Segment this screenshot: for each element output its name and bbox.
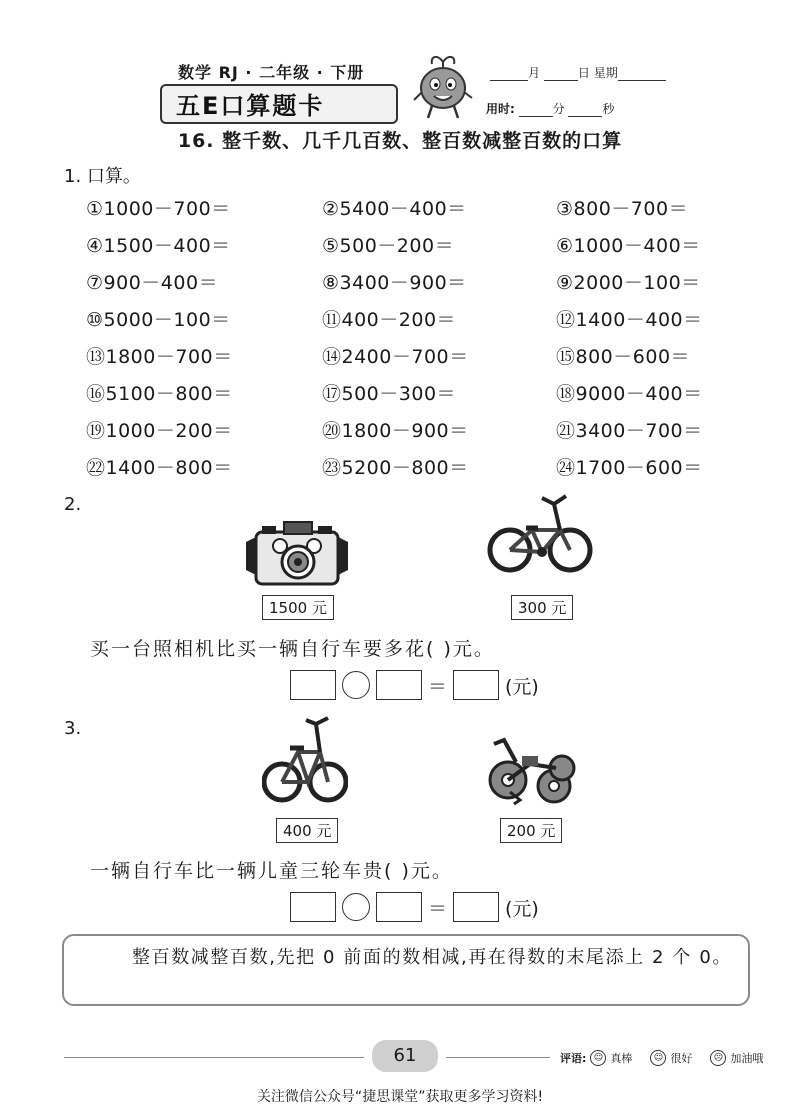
unit-label: (元) xyxy=(505,675,539,698)
camera-price-tag: 1500 元 xyxy=(262,595,334,620)
answer-box[interactable] xyxy=(376,670,422,700)
q3-question: 一辆自行车比一辆儿童三轮车贵( )元。 xyxy=(90,860,453,882)
rating-good: 很好 xyxy=(670,1052,693,1065)
minute-label: 分 xyxy=(552,102,565,116)
rating-row xyxy=(560,1050,763,1066)
camera-icon xyxy=(244,516,350,588)
q2-equation xyxy=(290,670,539,700)
drill-problem: ⑨2000－100＝ xyxy=(556,272,701,294)
brand-title: 五E口算题卡 xyxy=(176,92,325,120)
answer-box[interactable] xyxy=(290,670,336,700)
rating-label: 评语: xyxy=(560,1052,587,1065)
tricycle-price-tag: 200 元 xyxy=(500,818,562,843)
drill-problem: ⑮800－600＝ xyxy=(556,346,691,368)
drill-problem: ⑭2400－700＝ xyxy=(322,346,469,368)
drill-problem: ⑳1800－900＝ xyxy=(322,420,469,442)
footer-rule-left xyxy=(64,1057,364,1058)
drill-problem: ㉑3400－700＝ xyxy=(556,420,703,442)
rating-cheer: 加油哦 xyxy=(730,1052,764,1065)
drill-problem: ⑯5100－800＝ xyxy=(86,383,233,405)
minute-blank xyxy=(519,104,553,117)
q2-question: 买一台照相机比买一辆自行车要多花( )元。 xyxy=(90,638,495,660)
drill-problem: ②5400－400＝ xyxy=(322,198,467,220)
operator-circle[interactable] xyxy=(342,671,370,699)
series-label: 数学 RJ · 二年级 · 下册 xyxy=(178,63,365,82)
drill-problem: ④1500－400＝ xyxy=(86,235,231,257)
day-label: 日 xyxy=(577,66,590,80)
drill-problem: ⑬1800－700＝ xyxy=(86,346,233,368)
answer-box[interactable] xyxy=(453,892,499,922)
bicycle-price-tag: 400 元 xyxy=(276,818,338,843)
drill-problem: ㉓5200－800＝ xyxy=(322,457,469,479)
q3-equation xyxy=(290,892,539,922)
drill-problem: ⑪400－200＝ xyxy=(322,309,457,331)
bicycle-icon xyxy=(486,490,594,580)
good-face-icon: ☺ xyxy=(650,1050,666,1066)
second-blank xyxy=(568,104,602,117)
answer-box[interactable] xyxy=(290,892,336,922)
q1-heading: 1. 口算。 xyxy=(64,166,141,187)
drill-problem: ①1000－700＝ xyxy=(86,198,231,220)
date-field xyxy=(490,64,666,81)
drill-problem: ⑫1400－400＝ xyxy=(556,309,703,331)
drill-problem: ⑤500－200＝ xyxy=(322,235,455,257)
second-label: 秒 xyxy=(602,102,615,116)
drill-problem: ㉔1700－600＝ xyxy=(556,457,703,479)
rating-great: 真棒 xyxy=(610,1052,633,1065)
q2-heading: 2. xyxy=(64,494,82,515)
drill-problem: ⑧3400－900＝ xyxy=(322,272,467,294)
drill-problem: ⑲1000－200＝ xyxy=(86,420,233,442)
answer-box[interactable] xyxy=(453,670,499,700)
mascot-icon xyxy=(410,52,476,124)
footer-rule-right xyxy=(446,1057,550,1058)
drill-problem: ㉒1400－800＝ xyxy=(86,457,233,479)
equals-sign: ＝ xyxy=(428,675,448,698)
day-blank xyxy=(544,68,578,81)
drill-problem: ⑱9000－400＝ xyxy=(556,383,703,405)
q3-heading: 3. xyxy=(64,718,82,739)
equals-sign: ＝ xyxy=(428,897,448,920)
bicycle-icon xyxy=(262,710,348,806)
unit-label: (元) xyxy=(505,897,539,920)
bicycle-price-tag: 300 元 xyxy=(511,595,573,620)
answer-box[interactable] xyxy=(376,892,422,922)
cheer-face-icon: ☹ xyxy=(710,1050,726,1066)
tricycle-icon xyxy=(486,734,578,806)
tip-text: 整百数减整百数,先把 0 前面的数相减,再在得数的末尾添上 2 个 0。 xyxy=(132,947,733,968)
page-number: 61 xyxy=(372,1040,438,1072)
month-label: 月 xyxy=(528,66,541,80)
drill-problem: ⑦900－400＝ xyxy=(86,272,219,294)
section-title: 16. 整千数、几千几百数、整百数减整百数的口算 xyxy=(177,130,623,152)
drill-problem: ⑰500－300＝ xyxy=(322,383,457,405)
drill-problem: ⑩5000－100＝ xyxy=(86,309,231,331)
time-field xyxy=(486,100,615,117)
month-blank xyxy=(490,68,528,81)
drill-problem: ③800－700＝ xyxy=(556,198,689,220)
weekday-label: 星期 xyxy=(593,66,618,80)
operator-circle[interactable] xyxy=(342,893,370,921)
weekday-blank xyxy=(618,68,666,81)
footer-notice: 关注微信公众号“捷思课堂”获取更多学习资料! xyxy=(256,1089,544,1105)
drill-problem: ⑥1000－400＝ xyxy=(556,235,701,257)
time-label: 用时: xyxy=(486,102,515,116)
great-face-icon: ☺ xyxy=(590,1050,606,1066)
